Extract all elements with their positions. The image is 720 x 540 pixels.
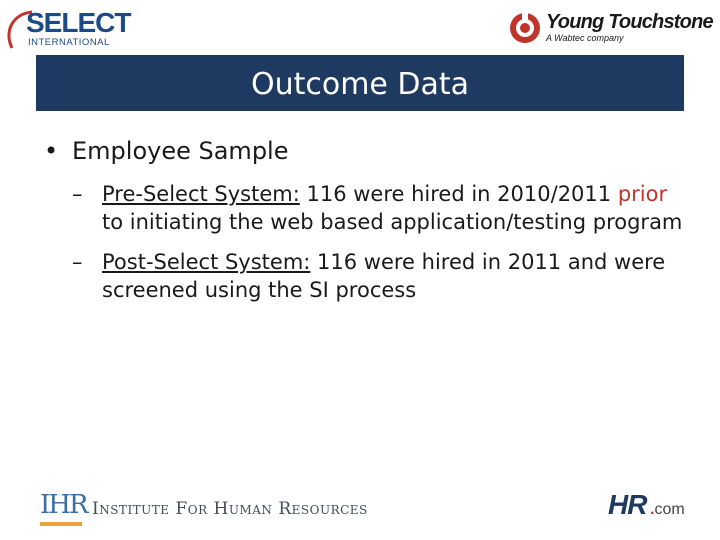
young-touchstone-logo (508, 10, 713, 50)
sub-bullet-pre-select (72, 180, 684, 236)
hrcom-logo (608, 488, 700, 528)
bullet-employee-sample (44, 136, 684, 166)
young-touchstone-emblem-icon (508, 10, 542, 46)
pre-select-label: Pre-Select System: (102, 182, 300, 206)
ihr-logo (40, 488, 440, 528)
select-logo-word: SELECT (26, 7, 131, 38)
sub-bullet-post-select (72, 248, 684, 304)
young-touchstone-word: Young Touchstone (546, 11, 713, 33)
pre-select-text-a: 116 were hired in 2010/2011 (299, 182, 618, 206)
post-select-text: 116 were hired in 2011 and were screened using the SI process (102, 250, 666, 302)
ihr-mark (40, 488, 87, 522)
young-touchstone-sub: A Wabtec company (546, 33, 624, 43)
slide-content (44, 136, 684, 316)
ihr-mark-text: IHR (40, 490, 87, 520)
hrcom-dot: . (650, 501, 655, 518)
ihr-underline-bar (40, 522, 82, 526)
dash-icon: – (72, 250, 83, 274)
title-bar (36, 55, 684, 111)
post-select-label: Post-Select System: (102, 250, 311, 274)
hrcom-com: com (654, 501, 685, 518)
hrcom-hr: HR (608, 489, 647, 520)
hrcom-dotcom (650, 500, 685, 520)
bullet-dot-icon: • (44, 137, 59, 165)
bullet-text: Employee Sample (72, 137, 289, 165)
ihr-name: Institute For Human Resources (92, 499, 368, 519)
dash-icon: – (72, 182, 83, 206)
pre-select-text-b: to initiating the web based application/testing program (102, 210, 683, 234)
select-international-logo (4, 7, 131, 52)
select-logo-sub: INTERNATIONAL (28, 37, 110, 48)
slide-title: Outcome Data (250, 67, 470, 102)
sub-bullet-list (44, 180, 684, 304)
pre-select-highlight: prior (617, 182, 668, 206)
